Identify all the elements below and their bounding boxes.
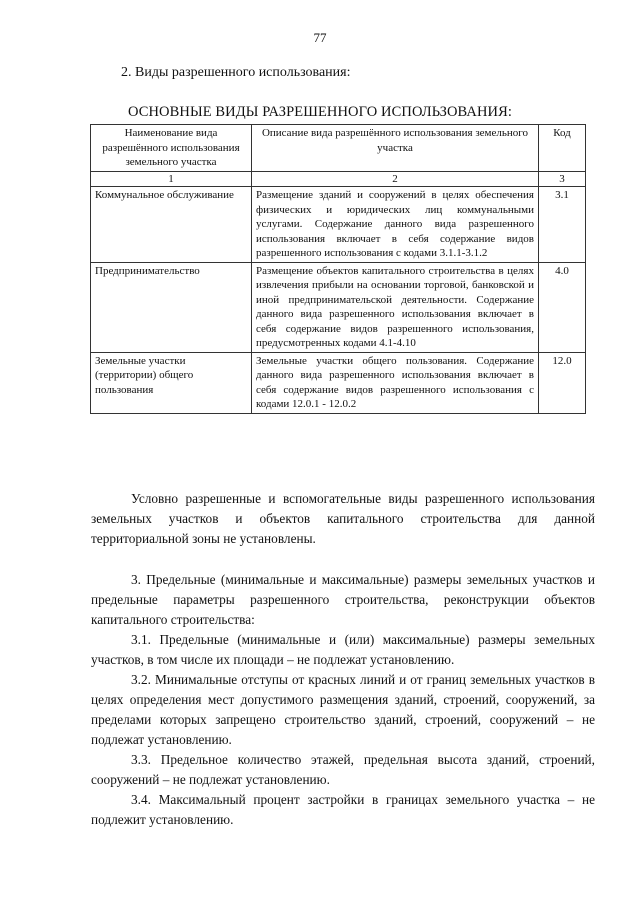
use-code: 3.1: [539, 187, 586, 263]
page-number: 77: [313, 30, 327, 45]
use-description: Размещение объектов капитального строительства в целях извлечения прибыли на основании торговой, банковской и иной предпринимательской деятельности. Содержание данного вида разрешенного использования включает в себя содержание видов разрешенного использования, предусмотренных кодами 4.1-4.10: [252, 262, 539, 352]
table-row: [91, 352, 586, 413]
paragraph-3-1: 3.1. Предельные (минимальные и (или) максимальные) размеры земельных участков, в том числе их площади – не подлежат установлению.: [91, 632, 595, 667]
column-number: 3: [539, 171, 586, 187]
use-name: Земельные участки (территории) общего пользования: [91, 352, 252, 413]
column-number: 1: [91, 171, 252, 187]
paragraph-3-4: 3.4. Максимальный процент застройки в границах земельного участка – не подлежит установлению.: [91, 792, 595, 827]
paragraph-3-2: 3.2. Минимальные отступы от красных линий и от границ земельных участков в целях определения мест допустимого размещения зданий, строений, сооружений, за пределами которых запрещено строительство зданий, строений, сооружений – не подлежат установлению.: [91, 672, 595, 747]
use-description: Размещение зданий и сооружений в целях обеспечения физических и юридических лиц коммунальными услугами. Содержание данного вида разрешенного использования включает в себя содержание видов разрешенного использования с кодами 3.1.1-3.1.2: [252, 187, 539, 263]
use-name: Коммунальное обслуживание: [91, 187, 252, 263]
conditional-uses-paragraph: Условно разрешенные и вспомогательные виды разрешенного использования земельных участков и объектов капитального строительства для данной территориальной зоны не установлены.: [91, 491, 595, 546]
table-title: ОСНОВНЫЕ ВИДЫ РАЗРЕШЕННОГО ИСПОЛЬЗОВАНИЯ:: [127, 104, 513, 120]
use-description: Земельные участки общего пользования. Содержание данного вида разрешенного использования включает в себя содержание видов разрешенного использования с кодами 12.0.1 - 12.0.2: [252, 352, 539, 413]
paragraph-3: 3. Предельные (минимальные и максимальные) размеры земельных участков и предельные параметры разрешенного строительства, реконструкции объектов капитального строительства:: [91, 572, 595, 627]
use-code: 4.0: [539, 262, 586, 352]
column-number: 2: [252, 171, 539, 187]
section-heading: 2. Виды разрешенного использования:: [121, 65, 351, 80]
header-code: Код: [539, 125, 586, 172]
table-header-row: [91, 125, 586, 172]
paragraph-3-3: 3.3. Предельное количество этажей, предельная высота зданий, строений, сооружений – не подлежат установлению.: [91, 752, 595, 787]
table-column-numbers-row: [91, 171, 586, 187]
table-row: [91, 187, 586, 263]
header-name: Наименование вида разрешённого использования земельного участка: [91, 125, 252, 172]
permitted-uses-table: [90, 124, 586, 414]
use-name: Предпринимательство: [91, 262, 252, 352]
use-code: 12.0: [539, 352, 586, 413]
header-description: Описание вида разрешённого использования земельного участка: [252, 125, 539, 172]
table-row: [91, 262, 586, 352]
